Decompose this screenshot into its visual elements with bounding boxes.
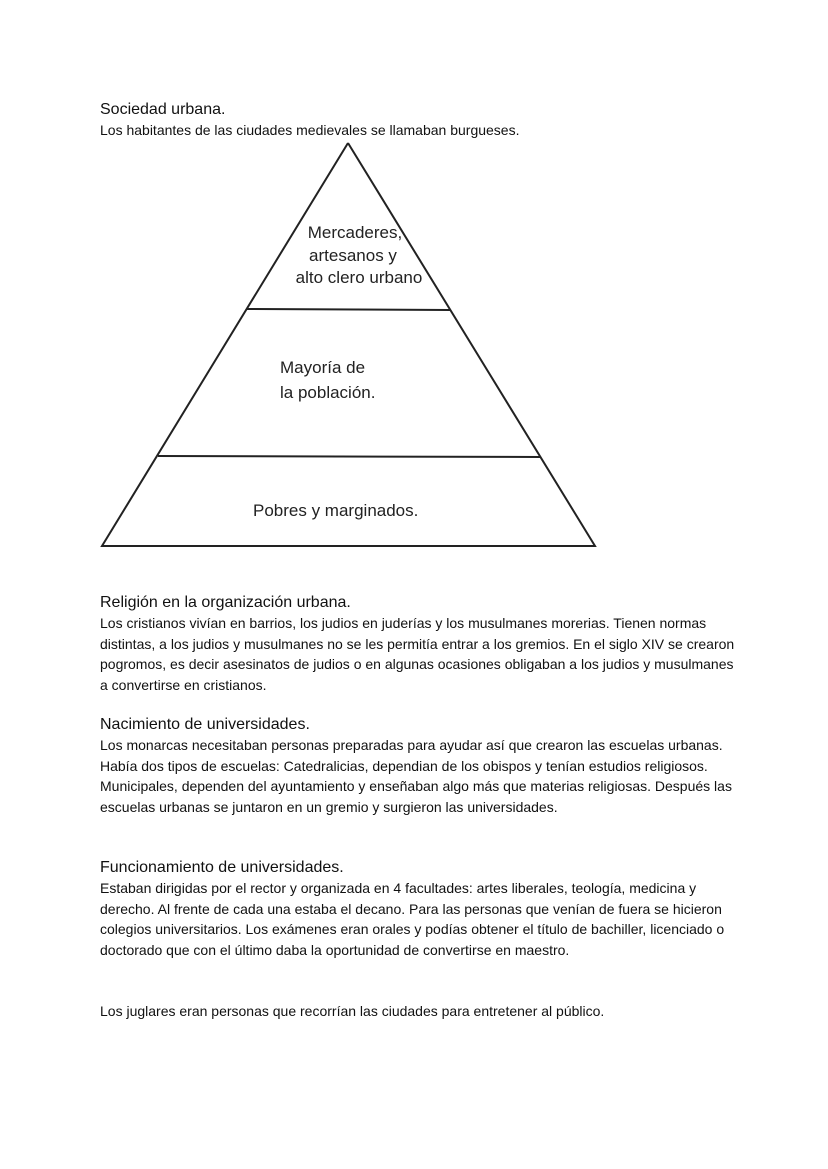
pyramid-top-label-line-3: alto clero urbano	[295, 268, 423, 287]
section-heading: Sociedad urbana.	[100, 101, 226, 118]
section-text: Los juglares eran personas que recorrían las ciudades para entretener al público.	[100, 1003, 605, 1019]
pyramid-divider-lower	[158, 456, 541, 457]
section-heading: Funcionamiento de universidades.	[100, 859, 344, 876]
section-text: Los monarcas necesitaban personas preparadas para ayudar así que crearon las escuelas urbanas. Había dos tipos de escuelas: Catedralicias, dependian de los obispos y tenían estudios religiosos. Municipales, dependen del ayuntamiento y enseñaban algo más que materias religiosas. Después las escuelas urbanas se juntaron en un gremio y surgieron las universidades.	[100, 737, 732, 815]
section-juglares	[100, 1001, 740, 1022]
section-text: Los habitantes de las ciudades medievales se llamaban burgueses.	[100, 122, 520, 138]
pyramid-top-label-line-1: Mercaderes,	[307, 223, 403, 242]
pyramid-middle-label-line-1: Mayoría de	[280, 358, 366, 377]
section-heading: Nacimiento de universidades.	[100, 716, 310, 733]
pyramid-top-label-line-2: artesanos y	[309, 246, 397, 265]
pyramid-outline	[102, 143, 595, 546]
section-funcionamiento-universidades	[100, 858, 740, 960]
section-text: Los cristianos vivían en barrios, los judios en juderías y los musulmanes morerias. Tienen normas distintas, a los judios y musulmanes no se les permitía entrar a los gremios. En el siglo XIV se crearon pogromos, es decir asesinatos de judios o en algunas ocasiones obligaban a los judios y musulmanes a convertirse en cristianos.	[100, 615, 735, 693]
pyramid-middle-label-line-2: la población.	[280, 383, 376, 402]
section-nacimiento-universidades	[100, 715, 740, 817]
section-religion	[100, 593, 740, 695]
section-text: Estaban dirigidas por el rector y organizada en 4 facultades: artes liberales, teología, medicina y derecho. Al frente de cada una estaba el decano. Para las personas que venían de fuera se hicieron colegios universitarios. Los exámenes eran orales y podías obtener el título de bachiller, licenciado o doctorado que con el último daba la oportunidad de convertirse en maestro.	[100, 880, 725, 958]
section-heading: Religión en la organización urbana.	[100, 594, 351, 611]
pyramid-bottom-label: Pobres y marginados.	[253, 501, 419, 520]
pyramid-divider-upper	[247, 309, 450, 310]
